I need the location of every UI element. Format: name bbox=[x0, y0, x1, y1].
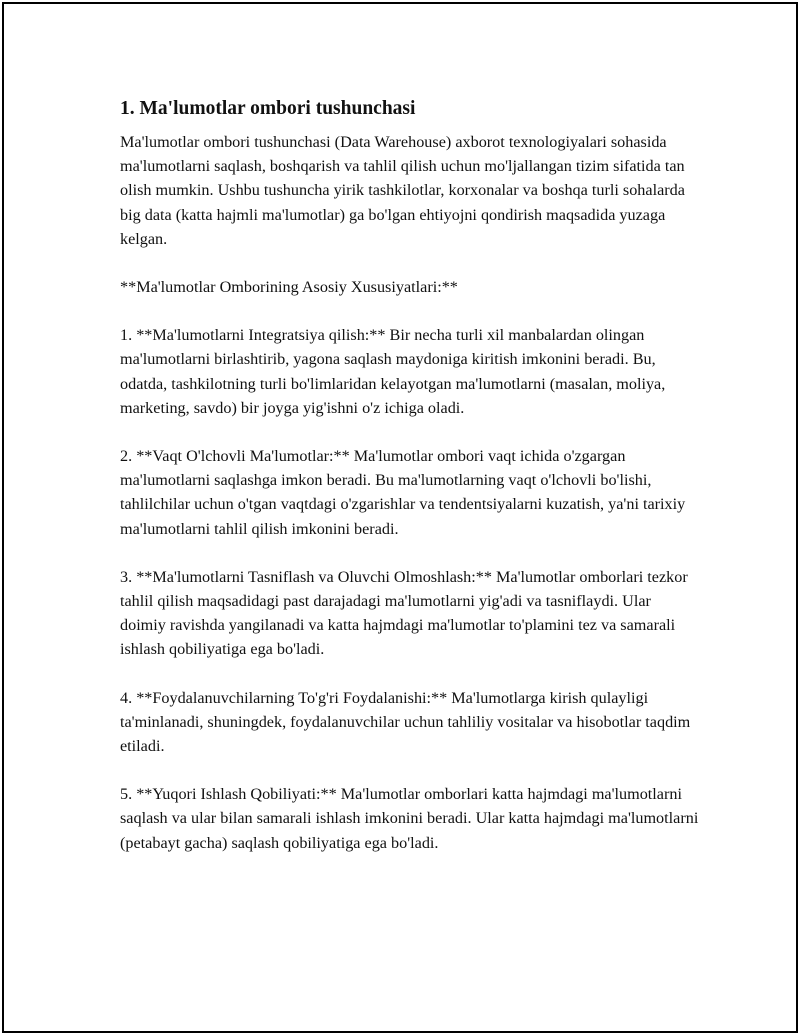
document-page bbox=[2, 2, 798, 1033]
feature-item-user-access: 4. **Foydalanuvchilarning To'g'ri Foydalanishi:** Ma'lumotlarga kirish qulayligi ta'minlanadi, shuningdek, foydalanuvchilar uchun tahliliy vositalar va hisobotlar taqdim etiladi. bbox=[120, 688, 691, 756]
feature-item-classification: 3. **Ma'lumotlarni Tasniflash va Oluvchi Olmoshlash:** Ma'lumotlar omborlari tezkor tahlil qilish maqsadidagi past darajadagi ma'lumotlarni yig'adi va tasniflaydi. Ular doimiy ravishda yangilanadi va katta hajmdagi ma'lumotlar to'plamini tez va samarali ishlash qobiliyatiga ega bo'ladi. bbox=[120, 567, 688, 659]
document-body bbox=[120, 96, 700, 879]
feature-item-integration: 1. **Ma'lumotlarni Integratsiya qilish:** Bir necha turli xil manbalardan olingan ma'lumotlarni birlashtirib, yagona saqlash maydoniga kiritish imkonini beradi. Bu, odatda, tashkilotning turli bo'limlaridan kelayotgan ma'lumotlarni (masalan, moliya, marketing, savdo) bir joyga yig'ishni o'z ichiga oladi. bbox=[120, 326, 666, 417]
features-heading-paragraph: **Ma'lumotlar Omborining Asosiy Xususiyatlari:** bbox=[120, 278, 458, 297]
intro-paragraph: Ma'lumotlar ombori tushunchasi (Data Warehouse) axborot texnologiyalari sohasida ma'lumotlarni saqlash, boshqarish va tahlil qilish uchun mo'ljallangan tizim sifatida tan olish mumkin. Ushbu tushuncha yirik tashkilotlar, korxonalar va boshqa turli sohalarda big data (katta hajmli ma'lumotlar) ga bo'lgan ehtiyojni qondirish maqsadida yuzaga kelgan. bbox=[120, 133, 685, 248]
feature-item-performance: 5. **Yuqori Ishlash Qobiliyati:** Ma'lumotlar omborlari katta hajmdagi ma'lumotlarni saqlash va ular bilan samarali ishlash imkonini beradi. Ular katta hajmdagi ma'lumotlarni (petabayt gacha) saqlash qobiliyatiga ega bo'ladi. bbox=[120, 785, 699, 852]
section-heading: 1. Ma'lumotlar ombori tushunchasi bbox=[120, 98, 416, 119]
feature-item-time-variant: 2. **Vaqt O'lchovli Ma'lumotlar:** Ma'lumotlar ombori vaqt ichida o'zgargan ma'lumotlarni saqlashga imkon beradi. Bu ma'lumotlarning vaqt o'lchovli bo'lishi, tahlilchilar uchun o'tgan vaqtdagi o'zgarishlar va tendentsiyalarni kuzatish, ya'ni tarixiy ma'lumotlarni tahlil qilish imkonini beradi. bbox=[120, 447, 686, 538]
